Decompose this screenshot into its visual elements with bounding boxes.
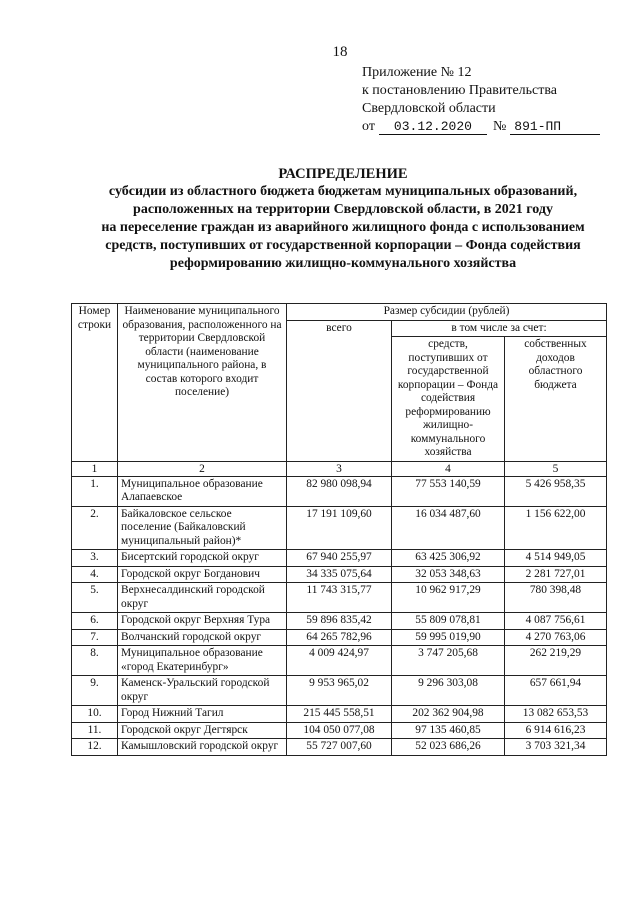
regional-cell: 6 914 616,23	[505, 722, 607, 739]
fund-cell: 59 995 019,90	[392, 629, 505, 646]
regional-cell: 4 087 756,61	[505, 613, 607, 630]
column-number: 5	[505, 461, 607, 476]
total-cell: 59 896 835,42	[287, 613, 392, 630]
fund-cell: 77 553 140,59	[392, 476, 505, 506]
fund-cell: 52 023 686,26	[392, 739, 505, 756]
table-row	[72, 706, 607, 723]
page-number: 18	[332, 44, 348, 60]
fund-cell: 32 053 348,63	[392, 566, 505, 583]
appendix-line-1: Приложение № 12	[362, 65, 472, 80]
total-cell: 11 743 315,77	[287, 583, 392, 613]
total-cell: 64 265 782,96	[287, 629, 392, 646]
column-number: 3	[287, 461, 392, 476]
name-cell: Байкаловское сельское поселение (Байкаловский муниципальный район)*	[118, 506, 287, 550]
title-line: расположенных на территории Свердловской области, в 2021 году	[133, 202, 553, 217]
name-cell: Муниципальное образование «город Екатеринбург»	[118, 646, 287, 676]
row-number-cell: 8.	[72, 646, 118, 676]
name-cell: Волчанский городской округ	[118, 629, 287, 646]
title-line: реформированию жилищно-коммунального хозяйства	[169, 256, 517, 271]
table-row	[72, 646, 607, 676]
table-row	[72, 629, 607, 646]
regional-cell: 780 398,48	[505, 583, 607, 613]
table-row	[72, 739, 607, 756]
document-title	[70, 165, 616, 273]
total-cell: 82 980 098,94	[287, 476, 392, 506]
regional-cell: 13 082 653,53	[505, 706, 607, 723]
appendix-date-line	[362, 118, 600, 136]
regional-cell: 4 514 949,05	[505, 550, 607, 567]
total-cell: 17 191 109,60	[287, 506, 392, 550]
name-cell: Муниципальное образование Алапаевское	[118, 476, 287, 506]
table-row	[72, 613, 607, 630]
name-cell: Каменск-Уральский городской округ	[118, 676, 287, 706]
row-number-cell: 11.	[72, 722, 118, 739]
title-line: субсидии из областного бюджета бюджетам муниципальных образований,	[108, 184, 578, 199]
total-cell: 34 335 075,64	[287, 566, 392, 583]
table-body	[72, 476, 607, 755]
table-row	[72, 550, 607, 567]
subsidy-table	[71, 303, 607, 756]
column-number: 4	[392, 461, 505, 476]
header-regional-sources: собственных доходов областного бюджета	[505, 337, 607, 462]
name-cell: Городской округ Богданович	[118, 566, 287, 583]
header-name: Наименование муниципального образования, расположенного на территории Свердловской области (наименование муниципального района, в состав которого входит поселение)	[118, 304, 287, 462]
title-line: средств, поступивших от государственной корпорации – Фонда содействия	[105, 238, 581, 253]
table-row	[72, 566, 607, 583]
column-number: 1	[72, 461, 118, 476]
number-prefix: №	[492, 119, 507, 134]
fund-cell: 202 362 904,98	[392, 706, 505, 723]
total-cell: 104 050 077,08	[287, 722, 392, 739]
row-number-cell: 4.	[72, 566, 118, 583]
name-cell: Бисертский городской округ	[118, 550, 287, 567]
total-cell: 4 009 424,97	[287, 646, 392, 676]
regional-cell: 1 156 622,00	[505, 506, 607, 550]
fund-cell: 97 135 460,85	[392, 722, 505, 739]
row-number-cell: 1.	[72, 476, 118, 506]
regional-cell: 262 219,29	[505, 646, 607, 676]
row-number-cell: 10.	[72, 706, 118, 723]
table-row	[72, 506, 607, 550]
decree-number: 891-ПП	[510, 119, 600, 135]
date-prefix: от	[362, 119, 375, 134]
fund-cell: 10 962 917,29	[392, 583, 505, 613]
header-including: в том числе за счет:	[392, 320, 607, 337]
row-number-cell: 9.	[72, 676, 118, 706]
column-number-row	[72, 461, 607, 476]
regional-cell: 2 281 727,01	[505, 566, 607, 583]
header-subsidy-size: Размер субсидии (рублей)	[287, 304, 607, 321]
name-cell: Городской округ Верхняя Тура	[118, 613, 287, 630]
total-cell: 55 727 007,60	[287, 739, 392, 756]
total-cell: 215 445 558,51	[287, 706, 392, 723]
regional-cell: 3 703 321,34	[505, 739, 607, 756]
header-total: всего	[287, 320, 392, 461]
row-number-cell: 3.	[72, 550, 118, 567]
table-row	[72, 676, 607, 706]
regional-cell: 5 426 958,35	[505, 476, 607, 506]
appendix-block	[362, 64, 600, 136]
fund-cell: 9 296 303,08	[392, 676, 505, 706]
table-row	[72, 722, 607, 739]
regional-cell: 4 270 763,06	[505, 629, 607, 646]
table-row	[72, 583, 607, 613]
name-cell: Городской округ Дегтярск	[118, 722, 287, 739]
name-cell: Верхнесалдинский городской округ	[118, 583, 287, 613]
title-line: на переселение граждан из аварийного жилищного фонда с использованием	[101, 220, 585, 235]
name-cell: Камышловский городской округ	[118, 739, 287, 756]
fund-cell: 63 425 306,92	[392, 550, 505, 567]
title-main: РАСПРЕДЕЛЕНИЕ	[278, 166, 408, 182]
appendix-line-2: к постановлению Правительства	[362, 83, 558, 98]
row-number-cell: 7.	[72, 629, 118, 646]
total-cell: 9 953 965,02	[287, 676, 392, 706]
fund-cell: 55 809 078,81	[392, 613, 505, 630]
decree-date: 03.12.2020	[379, 119, 487, 135]
fund-cell: 3 747 205,68	[392, 646, 505, 676]
name-cell: Город Нижний Тагил	[118, 706, 287, 723]
table-row	[72, 476, 607, 506]
header-fund-sources: средств, поступивших от государственной корпорации – Фонда содействия реформированию жилищно-коммунального хозяйства	[392, 337, 505, 462]
fund-cell: 16 034 487,60	[392, 506, 505, 550]
row-number-cell: 5.	[72, 583, 118, 613]
header-row-number: Номер строки	[72, 304, 118, 462]
appendix-line-3: Свердловской области	[362, 101, 496, 116]
regional-cell: 657 661,94	[505, 676, 607, 706]
row-number-cell: 6.	[72, 613, 118, 630]
column-number: 2	[118, 461, 287, 476]
row-number-cell: 12.	[72, 739, 118, 756]
total-cell: 67 940 255,97	[287, 550, 392, 567]
row-number-cell: 2.	[72, 506, 118, 550]
